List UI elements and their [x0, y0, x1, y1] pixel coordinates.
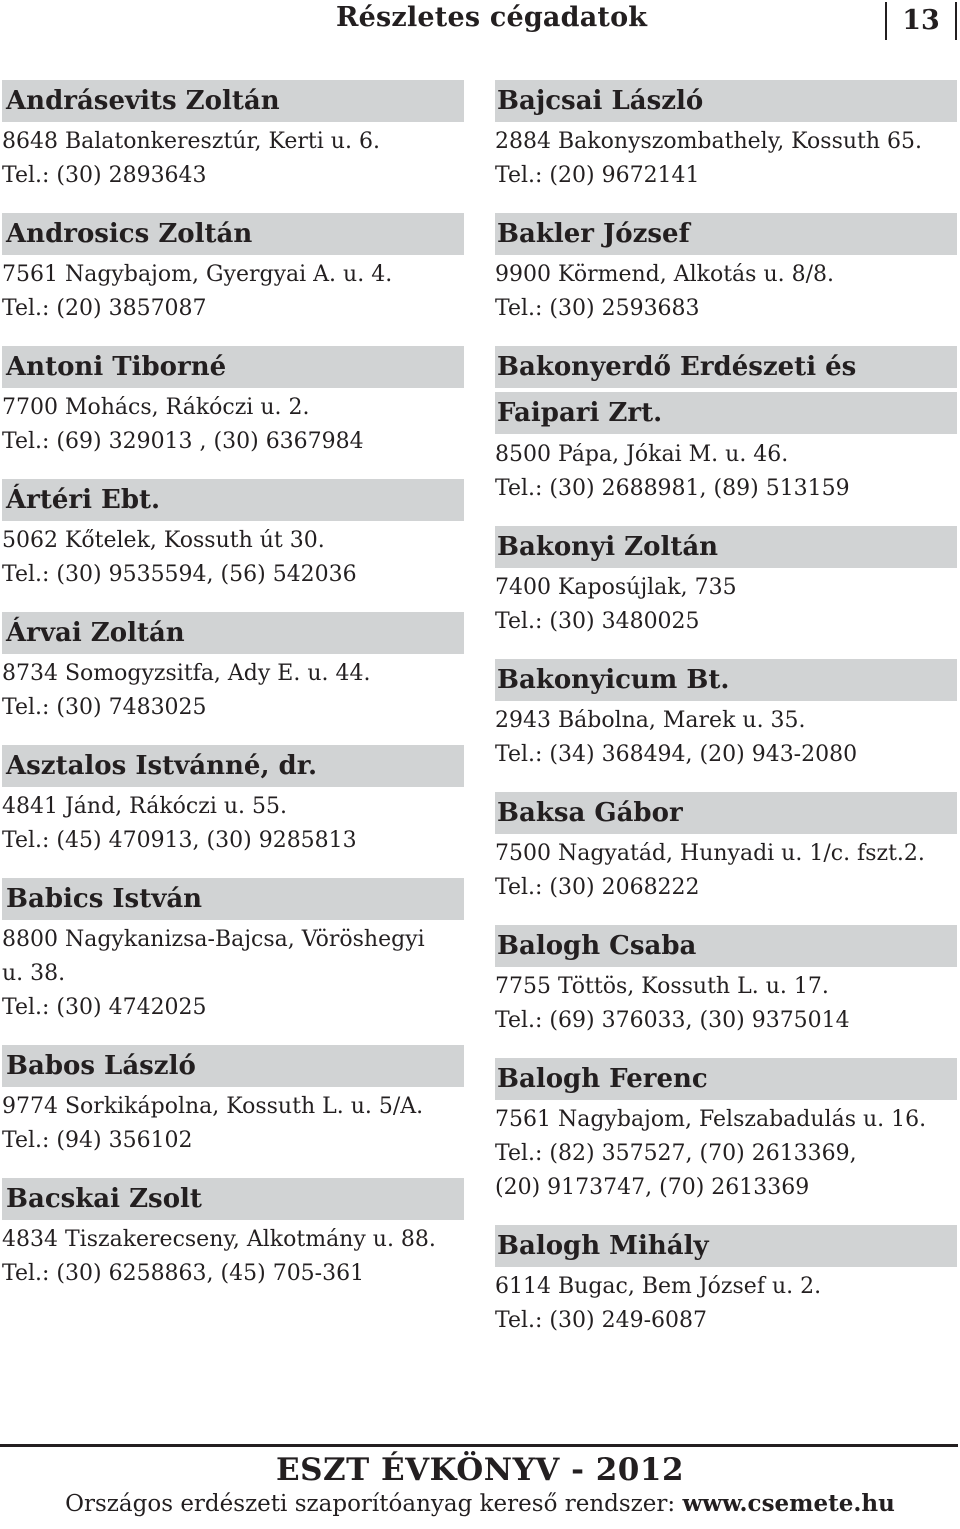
company-phone: Tel.: (30) 6258863, (45) 705-361: [2, 1261, 365, 1286]
company-entry: [495, 792, 957, 905]
company-address: 7561 Nagybajom, Gyergyai A. u. 4.: [2, 262, 393, 287]
company-entry: [2, 80, 464, 193]
company-phone: Tel.: (30) 249-6087: [495, 1308, 707, 1333]
left-column: [2, 80, 464, 1311]
company-phone: Tel.: (69) 329013 , (30) 6367984: [2, 429, 364, 454]
company-name: Bakler József: [495, 213, 957, 255]
company-name: Andrásevits Zoltán: [2, 80, 464, 122]
company-entry: [2, 745, 464, 858]
company-entry: [2, 213, 464, 326]
company-entry: [495, 925, 957, 1038]
company-name: Androsics Zoltán: [2, 213, 464, 255]
company-entry: [495, 526, 957, 639]
company-address: 2884 Bakonyszombathely, Kossuth 65.: [495, 129, 923, 154]
company-address: 8800 Nagykanizsa-Bajcsa, Vöröshegyi: [2, 927, 425, 952]
company-address: 8500 Pápa, Jókai M. u. 46.: [495, 442, 789, 467]
company-name: Bakonyicum Bt.: [495, 659, 957, 701]
company-address: 8734 Somogyzsitfa, Ady E. u. 44.: [2, 661, 371, 686]
company-address: 2943 Bábolna, Marek u. 35.: [495, 708, 806, 733]
footer-subtitle-line: [0, 1490, 960, 1517]
company-address: 7755 Töttös, Kossuth L. u. 17.: [495, 974, 829, 999]
company-entry: [2, 878, 464, 1025]
company-entry: [495, 1225, 957, 1338]
company-entry: [495, 1058, 957, 1205]
page-footer: [0, 1444, 960, 1529]
company-name: Babics István: [2, 878, 464, 920]
company-phone: Tel.: (30) 2893643: [2, 163, 207, 188]
company-name: Bakonyi Zoltán: [495, 526, 957, 568]
company-name: Balogh Csaba: [495, 925, 957, 967]
company-name: Balogh Ferenc: [495, 1058, 957, 1100]
company-phone: Tel.: (30) 9535594, (56) 542036: [2, 562, 357, 587]
company-phone: Tel.: (20) 9672141: [495, 163, 700, 188]
company-entry: [495, 346, 957, 506]
company-phone: Tel.: (94) 356102: [2, 1128, 193, 1153]
company-entry: [2, 1045, 464, 1158]
company-name: Balogh Mihály: [495, 1225, 957, 1267]
company-phone: Tel.: (30) 2068222: [495, 875, 700, 900]
company-address: 4834 Tiszakerecseny, Alkotmány u. 88.: [2, 1227, 436, 1252]
company-phone-cont: (20) 9173747, (70) 2613369: [495, 1175, 810, 1200]
company-name: Árvai Zoltán: [2, 612, 464, 654]
page-title: Részletes cégadatok: [336, 2, 648, 33]
company-entry: [2, 479, 464, 592]
right-column: [495, 80, 957, 1358]
footer-subtitle: Országos erdészeti szaporítóanyag kereső rendszer:: [65, 1491, 676, 1517]
company-name: Antoni Tiborné: [2, 346, 464, 388]
company-address: 9900 Körmend, Alkotás u. 8/8.: [495, 262, 835, 287]
company-name-cont: Faipari Zrt.: [495, 392, 957, 434]
footer-title: ESZT ÉVKÖNYV - 2012: [275, 1452, 685, 1488]
company-phone: Tel.: (30) 3480025: [495, 609, 700, 634]
company-address: 5062 Kőtelek, Kossuth út 30.: [2, 528, 325, 553]
company-phone: Tel.: (30) 4742025: [2, 995, 207, 1020]
company-name: Asztalos Istvánné, dr.: [2, 745, 464, 787]
company-phone: Tel.: (69) 376033, (30) 9375014: [495, 1008, 850, 1033]
footer-divider: [0, 1444, 958, 1447]
company-entry: [2, 346, 464, 459]
company-name: Bakonyerdő Erdészeti és: [495, 346, 957, 388]
company-phone: Tel.: (30) 7483025: [2, 695, 207, 720]
page-header: [0, 0, 960, 46]
company-name: Baksa Gábor: [495, 792, 957, 834]
company-entry: [495, 659, 957, 772]
company-name: Ártéri Ebt.: [2, 479, 464, 521]
company-entry: [495, 80, 957, 193]
company-phone: Tel.: (30) 2688981, (89) 513159: [495, 476, 850, 501]
company-entry: [2, 1178, 464, 1291]
company-address: 8648 Balatonkeresztúr, Kerti u. 6.: [2, 129, 380, 154]
page-number: 13: [885, 2, 957, 40]
company-address-cont: u. 38.: [2, 961, 66, 986]
company-address: 9774 Sorkikápolna, Kossuth L. u. 5/A.: [2, 1094, 424, 1119]
company-phone: Tel.: (20) 3857087: [2, 296, 207, 321]
company-address: 6114 Bugac, Bem József u. 2.: [495, 1274, 822, 1299]
company-entry: [495, 213, 957, 326]
company-name: Bacskai Zsolt: [2, 1178, 464, 1220]
company-name: Babos László: [2, 1045, 464, 1087]
company-entry: [2, 612, 464, 725]
company-address: 7700 Mohács, Rákóczi u. 2.: [2, 395, 310, 420]
company-address: 7400 Kaposújlak, 735: [495, 575, 737, 600]
company-address: 7500 Nagyatád, Hunyadi u. 1/c. fszt.2.: [495, 841, 925, 866]
company-address: 4841 Jánd, Rákóczi u. 55.: [2, 794, 288, 819]
company-phone: Tel.: (45) 470913, (30) 9285813: [2, 828, 357, 853]
company-phone: Tel.: (34) 368494, (20) 943-2080: [495, 742, 858, 767]
company-phone: Tel.: (30) 2593683: [495, 296, 700, 321]
company-address: 7561 Nagybajom, Felszabadulás u. 16.: [495, 1107, 927, 1132]
company-phone: Tel.: (82) 357527, (70) 2613369,: [495, 1141, 857, 1166]
footer-url-link[interactable]: www.csemete.hu: [682, 1490, 895, 1517]
company-name: Bajcsai László: [495, 80, 957, 122]
